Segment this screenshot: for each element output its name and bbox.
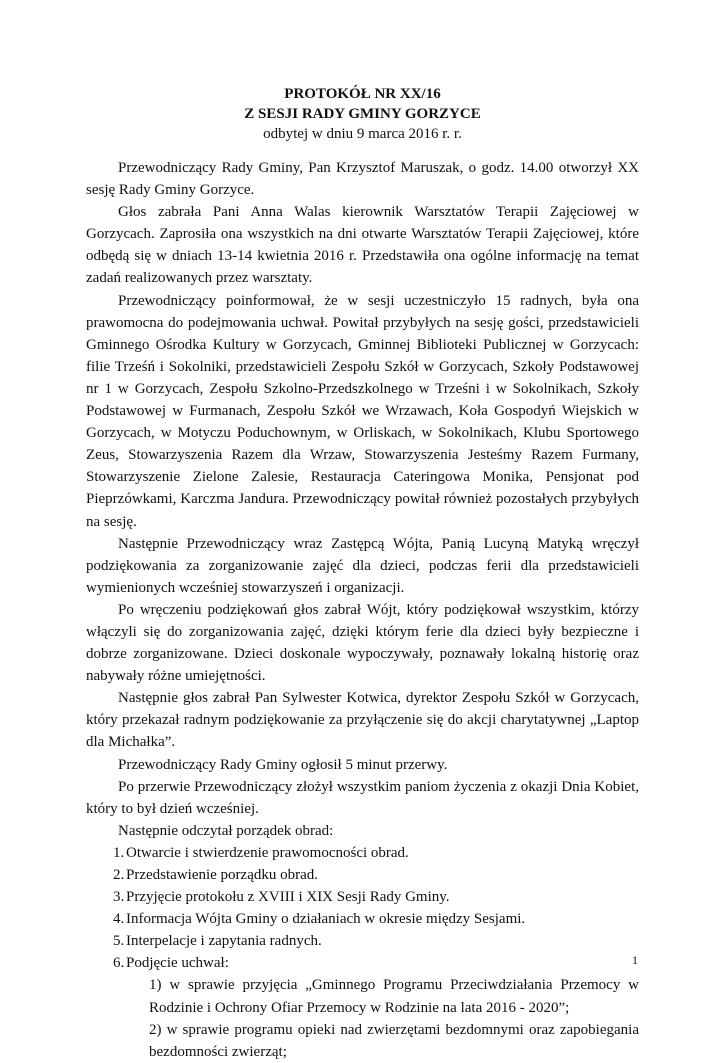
paragraph-agenda-intro: Następnie odczytał porządek obrad:: [118, 822, 334, 839]
protocol-title: PROTOKÓŁ NR XX/16: [284, 86, 441, 102]
page-number: 1: [632, 953, 638, 967]
paragraph-mayor: Po wręczeniu podziękowań głos zabrał Wójt, który podziękował wszystkim, którzy włączyli się do zorganizowania zajęć, dzięki którym ferie dla dzieci były bezpieczne i dobrze zorganizowane. Dzieci doskonale wypoczywały, poznawały lokalną historię oraz nabywały różne umiejętności.: [86, 601, 639, 685]
session-date: odbytej w dniu 9 marca 2016 r. r.: [263, 126, 462, 142]
list-item: 4. Informacja Wójta Gminy o działaniach w okresie między Sesjami.: [113, 911, 526, 928]
resolutions-list: [86, 974, 639, 1062]
session-title: Z SESJI RADY GMINY GORZYCE: [244, 106, 481, 122]
list-item: 1) w sprawie przyjęcia „Gminnego Programu Przeciwdziałania Przemocy w Rodzinie i Ochrony Ofiar Przemocy w Rodzinie na lata 2016 - 2020”;: [149, 977, 639, 1016]
list-item: 3. Przyjęcie protokołu z XVIII i XIX Sesji Rady Gminy.: [113, 889, 450, 906]
list-item: 6. Podjęcie uchwał:: [113, 955, 229, 972]
paragraph-workshop: Głos zabrała Pani Anna Walas kierownik Warsztatów Terapii Zajęciowej w Gorzycach. Zaprosiła ona wszystkich na dni otwarte Warsztatów Terapii Zajęciowej, które odbędą się w dniach 13-14 kwietnia 2016 r. Przedstawiła ona ogólne informację na temat zadań realizowanych przez warsztaty.: [86, 204, 639, 287]
list-item: 1. Otwarcie i stwierdzenie prawomocności obrad.: [113, 844, 409, 861]
list-item: 2. Przedstawienie porządku obrad.: [113, 867, 319, 883]
paragraph-thanks: Następnie Przewodniczący wraz Zastępcą Wójta, Panią Lucyną Matyką wręczył podziękowania za zorganizowanie zajęć dla dzieci, podczas ferii dla przedstawicieli wymienionych wcześniej stowarzyszeń i organizacji.: [86, 535, 639, 596]
paragraph-charity: Następnie głos zabrał Pan Sylwester Kotwica, dyrektor Zespołu Szkół w Gorzycach, który przekazał radnym podziękowanie za przyłączenie się do akcji charytatywnej „Laptop dla Michałka”.: [86, 690, 639, 751]
paragraph-quorum-guests: Przewodniczący poinformował, że w sesji uczestniczyło 15 radnych, była ona prawomocna do podejmowania uchwał. Powitał przybyłych na sesję gości, przedstawicieli Gminnego Ośrodka Kultury w Gorzycach, Gminnej Biblioteki Publicznej w Gorzycach: filie Trześń i Sokolniki, przedstawicieli Zespołu Szkół w Gorzycach, Szkoły Podstawowej nr 1 w Gorzycach, Zespołu Szkolno-Przedszkolnego w Trześni i w Sokolnikach, Szkoły Podstawowej w Furmanach, Zespołu Szkół we Wrzawach, Koła Gospodyń Wiejskich w Gorzycach, w Motyczu Poduchownym, w Orliskach, w Sokolnikach, Klubu Sportowego Zeus, Stowarzyszenia Razem dla Wrzaw, Stowarzyszenia Jesteśmy Razem Furmany, Stowarzyszenie Zielone Zalesie, Restauracja Cateringowa Monika, Pensjonat pod Pieprzówkami, Karczma Jandura. Przewodniczący powitał również pozostałych przybyłych na sesję.: [86, 292, 639, 530]
agenda-list: [86, 842, 639, 975]
paragraph-break: Przewodniczący Rady Gminy ogłosił 5 minut przerwy.: [118, 756, 448, 773]
list-item: 5. Interpelacje i zapytania radnych.: [113, 933, 322, 950]
paragraph-womens-day: Po przerwie Przewodniczący złożył wszystkim paniom życzenia z okazji Dnia Kobiet, który to był dzień wcześniej.: [86, 778, 639, 817]
paragraph-opening: Przewodniczący Rady Gminy, Pan Krzysztof Maruszak, o godz. 14.00 otworzył XX sesję Rady Gminy Gorzyce.: [86, 160, 639, 199]
protocol-body: [86, 157, 639, 1063]
list-item: 2) w sprawie programu opieki nad zwierzętami bezdomnymi oraz zapobiegania bezdomności zwierząt;: [149, 1021, 639, 1060]
